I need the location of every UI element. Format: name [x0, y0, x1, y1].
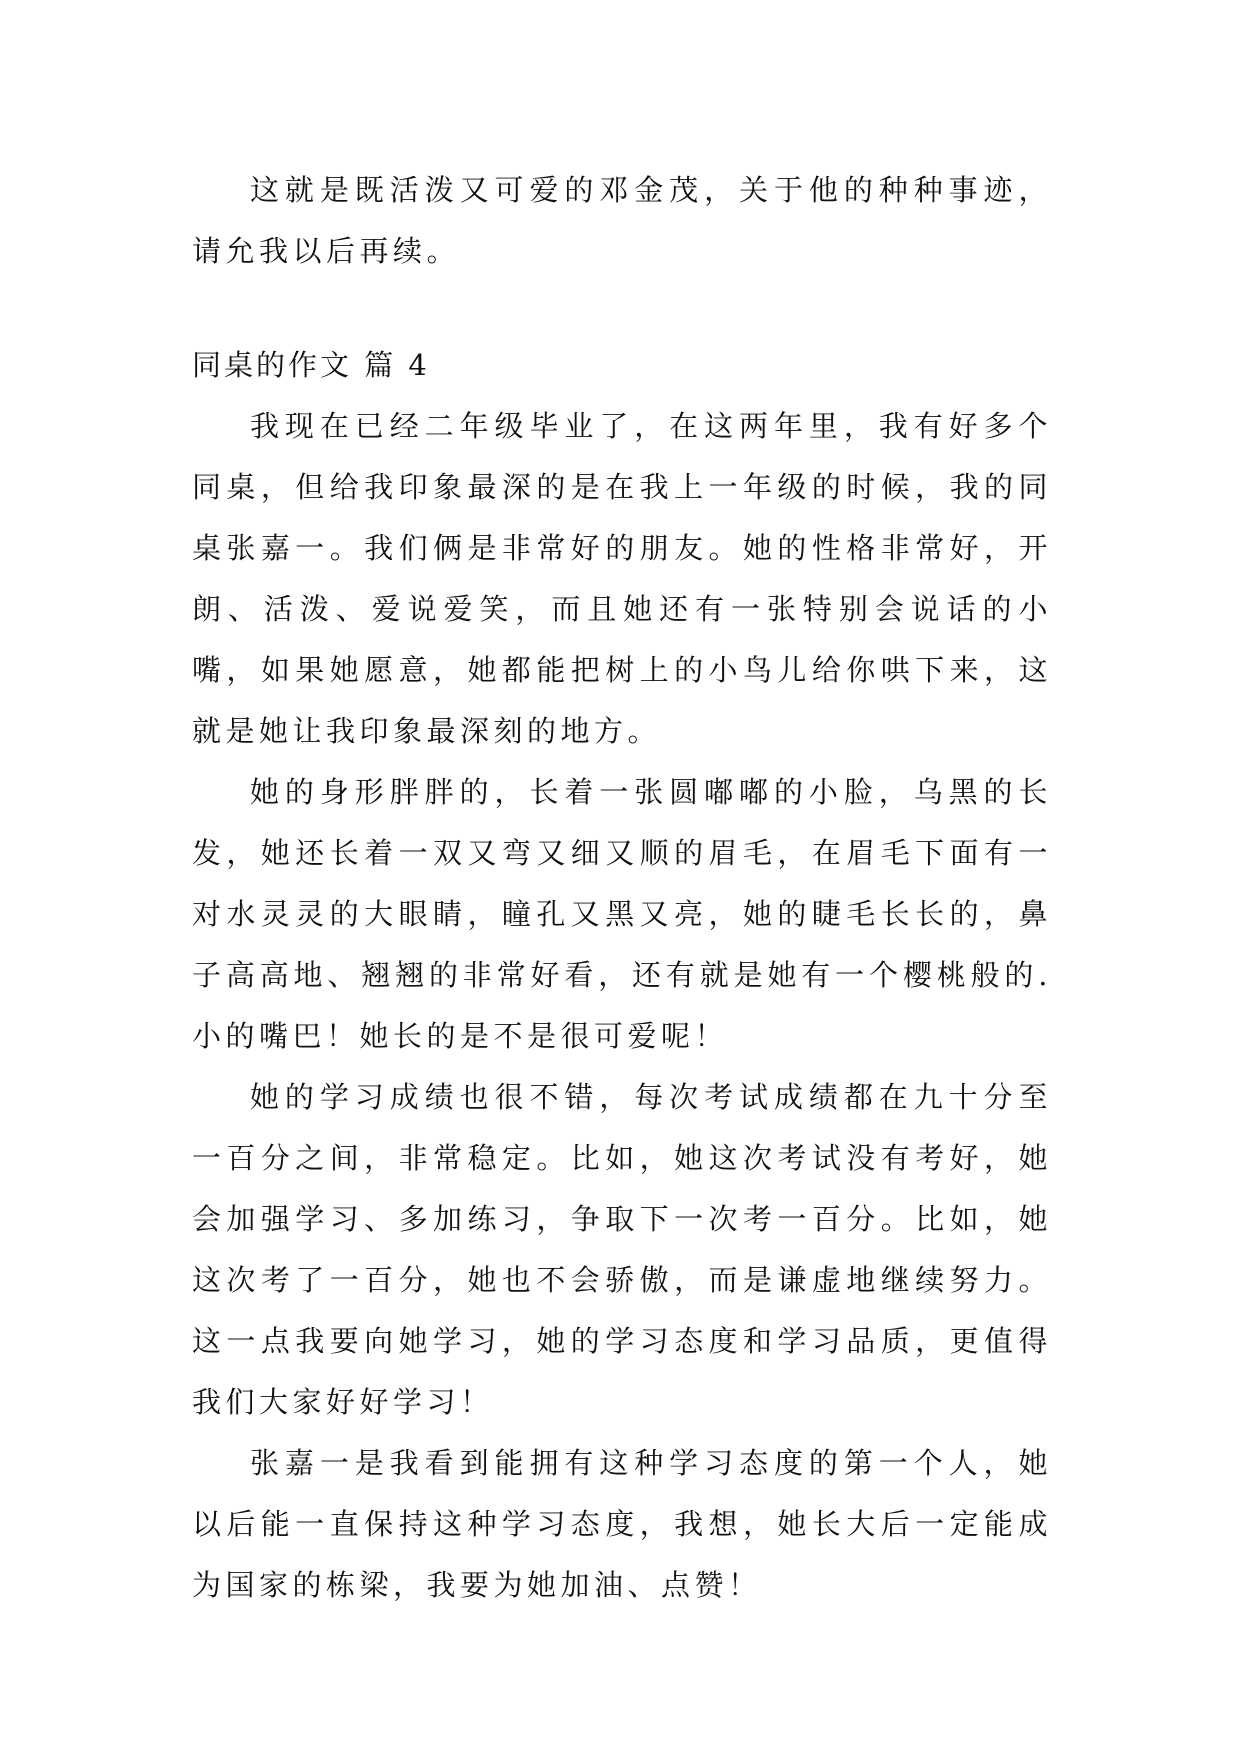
intro-paragraph: 这就是既活泼又可爱的邓金茂，关于他的种种事迹，请允我以后再续。: [192, 173, 1052, 268]
document-page: [192, 160, 1052, 1616]
body-paragraph-1: 我现在已经二年级毕业了，在这两年里，我有好多个同桌，但给我印象最深的是在我上一年级的时候，我的同桌张嘉一。我们俩是非常好的朋友。她的性格非常好，开朗、活泼、爱说爱笑，而且她还有一张特别会说话的小嘴，如果她愿意，她都能把树上的小鸟儿给你哄下来，这就是她让我印象最深刻的地方。: [192, 409, 1052, 748]
body-paragraph-3: 她的学习成绩也很不错，每次考试成绩都在九十分至一百分之间，非常稳定。比如，她这次考试没有考好，她会加强学习、多加练习，争取下一次考一百分。比如，她这次考了一百分，她也不会骄傲，而是谦虚地继续努力。这一点我要向她学习，她的学习态度和学习品质，更值得我们大家好好学习！: [192, 1080, 1052, 1419]
body-paragraph-4: 张嘉一是我看到能拥有这种学习态度的第一个人，她以后能一直保持这种学习态度，我想，她长大后一定能成为国家的栋梁，我要为她加油、点赞！: [192, 1446, 1052, 1602]
section-title: 同桌的作文 篇 4: [192, 348, 430, 382]
body-paragraph-2: 她的身形胖胖的，长着一张圆嘟嘟的小脸，乌黑的长发，她还长着一双又弯又细又顺的眉毛，在眉毛下面有一对水灵灵的大眼睛，瞳孔又黑又亮，她的睫毛长长的，鼻子高高地、翘翘的非常好看，还有就是她有一个樱桃般的.小的嘴巴！她长的是不是很可爱呢！: [192, 775, 1052, 1053]
